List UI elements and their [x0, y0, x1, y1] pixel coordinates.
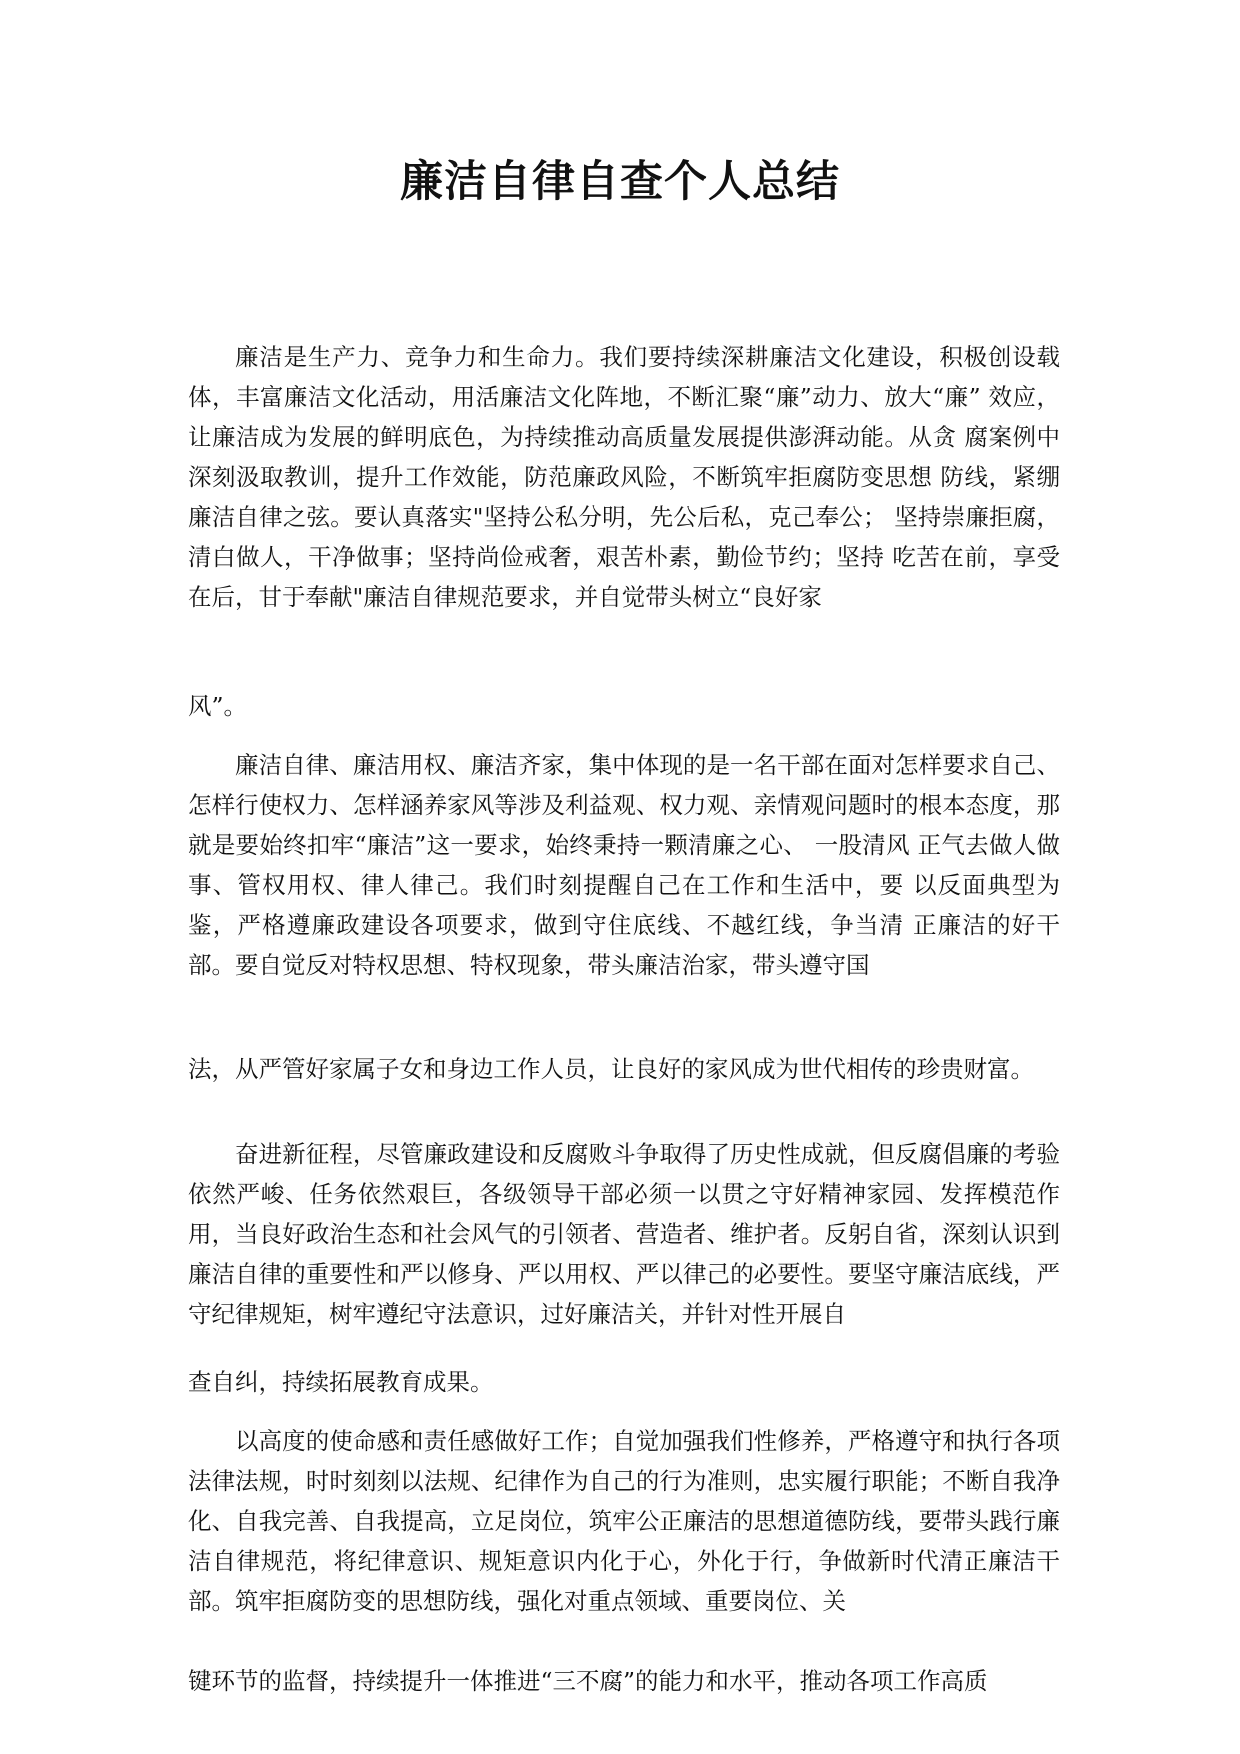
paragraph-text: 廉洁是生产力、竞争力和生命力。我们要持续深耕廉洁文化建设，积极创设载体，丰富廉洁文化活动，用活廉洁文化阵地，不断汇聚“廉”动力、放大“廉” 效应，让廉洁成为发展的鲜明底色，为持续推动高质量发展提供澎湃动能。从贪 腐案例中深刻汲取教训，提升工作效能，防范廉政风险，不断筑牢拒腐防变思想 防线，紧绷廉洁自律之弦。要认真落实"坚持公私分明，先公后私，克己奉公； 坚持崇廉拒腐，清白做人，干净做事；坚持尚俭戒奢，艰苦朴素，勤俭节约；坚持 吃苦在前，享受在后，甘于奉献"廉洁自律规范要求，并自觉带头树立“良好家: [188, 343, 1060, 611]
paragraph-3-continuation: [188, 1362, 1060, 1402]
paragraph-text: 风”。: [188, 692, 248, 720]
paragraph-text: 廉洁自律、廉洁用权、廉洁齐家，集中体现的是一名干部在面对怎样要求自己、怎样行使权力、怎样涵养家风等涉及利益观、权力观、亲情观问题时的根本态度，那就是要始终扣牢“廉洁”这一要求，始终秉持一颗清廉之心、 一股清风 正气去做人做事、管权用权、律人律己。我们时刻提醒自己在工作和生活中，要 以反面典型为鉴，严格遵廉政建设各项要求，做到守住底线、不越红线，争当清 正廉洁的好干部。要自觉反对特权思想、特权现象，带头廉洁治家，带头遵守国: [188, 751, 1060, 979]
paragraph-1-continuation: [188, 686, 1060, 726]
paragraph-2-continuation: [188, 1056, 1060, 1082]
paragraph-text: 奋进新征程，尽管廉政建设和反腐败斗争取得了历史性成就，但反腐倡廉的考验依然严峻、任务依然艰巨，各级领导干部必须一以贯之守好精神家园、发挥模范作用，当良好政治生态和社会风气的引领者、营造者、维护者。反躬自省，深刻认识到廉洁自律的重要性和严以修身、严以用权、严以律己的必要性。要坚守廉洁底线，严守纪律规矩，树牢遵纪守法意识，过好廉洁关，并针对性开展自: [188, 1140, 1060, 1328]
paragraph-text: 键环节的监督，持续提升一体推进“三不腐”的能力和水平，推动各项工作高质: [188, 1667, 988, 1695]
paragraph-2: [188, 745, 1060, 985]
paragraph-text: 查自纠，持续拓展教育成果。: [188, 1368, 494, 1396]
document-title: 廉洁自律自查个人总结: [400, 157, 840, 207]
paragraph-4: [188, 1421, 1060, 1621]
paragraph-4-continuation: [188, 1661, 1060, 1701]
paragraph-text: 以高度的使命感和责任感做好工作；自觉加强我们性修养，严格遵守和执行各项法律法规，时时刻刻以法规、纪律作为自己的行为准则，忠实履行职能；不断自我净化、自我完善、自我提高，立足岗位，筑牢公正廉洁的思想道德防线，要带头践行廉洁自律规范，将纪律意识、规矩意识内化于心，外化于行，争做新时代清正廉洁干部。筑牢拒腐防变的思想防线，强化对重点领域、重要岗位、关: [188, 1427, 1060, 1615]
paragraph-3: [188, 1134, 1060, 1334]
paragraph-1: [188, 337, 1060, 617]
paragraph-text: 法，从严管好家属子女和身边工作人员，让良好的家风成为世代相传的珍贵财富。: [188, 1055, 1034, 1083]
